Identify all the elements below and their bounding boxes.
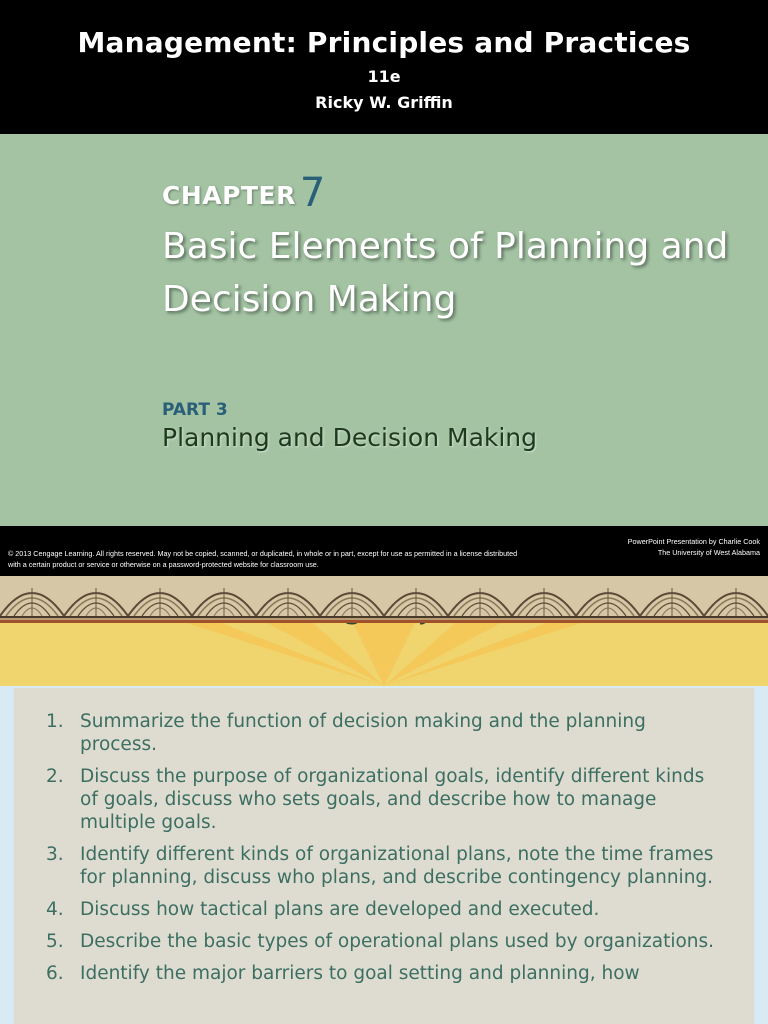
chapter-heading xyxy=(162,168,325,214)
chapter-title: Basic Elements of Planning and Decision Making xyxy=(162,226,729,320)
slide-footer xyxy=(0,526,768,576)
chapter-number: 7 xyxy=(299,170,326,216)
objectives-panel xyxy=(14,688,754,1024)
objective-item: 1. Summarize the function of decision making and the planning process. xyxy=(46,711,646,755)
objective-item: 6. Identify the major barriers to goal setting and planning, how xyxy=(46,963,640,984)
credit-author: PowerPoint Presentation by Charlie Cook xyxy=(627,537,760,546)
objective-item: 2. Discuss the purpose of organizational goals, identify different kinds of goals, discuss who sets goals, and describe how to manage multiple goals. xyxy=(46,766,705,833)
chapter-label: CHAPTER xyxy=(162,181,296,210)
objective-item: 4. Discuss how tactical plans are developed and executed. xyxy=(46,899,600,920)
objectives-list xyxy=(14,710,754,994)
presentation-credit xyxy=(500,536,760,558)
copyright-notice: © 2013 Cengage Learning. All rights reserved. May not be copied, scanned, or duplicated, in whole or in part, except for use as permitted in a license distributed with a certain product or service or otherwise on a password-protected website for classroom use. xyxy=(8,549,518,569)
objective-item: 5. Describe the basic types of operational plans used by organizations. xyxy=(46,931,715,952)
book-title: Management: Principles and Practices xyxy=(77,26,691,59)
slide-header xyxy=(0,0,768,134)
objectives-slide xyxy=(0,576,768,1024)
objective-item: 3. Identify different kinds of organizational plans, note the time frames for planning, discuss who plans, and describe contingency planning. xyxy=(46,844,714,888)
part-title: Planning and Decision Making xyxy=(162,423,538,452)
book-author: Ricky W. Griffin xyxy=(315,93,453,112)
objectives-banner xyxy=(0,576,768,686)
ornamental-frieze xyxy=(0,576,768,623)
book-edition: 11e xyxy=(367,67,401,86)
part-label: PART 3 xyxy=(162,400,228,420)
credit-institution: The University of West Alabama xyxy=(657,548,760,557)
chapter-panel xyxy=(0,134,768,526)
